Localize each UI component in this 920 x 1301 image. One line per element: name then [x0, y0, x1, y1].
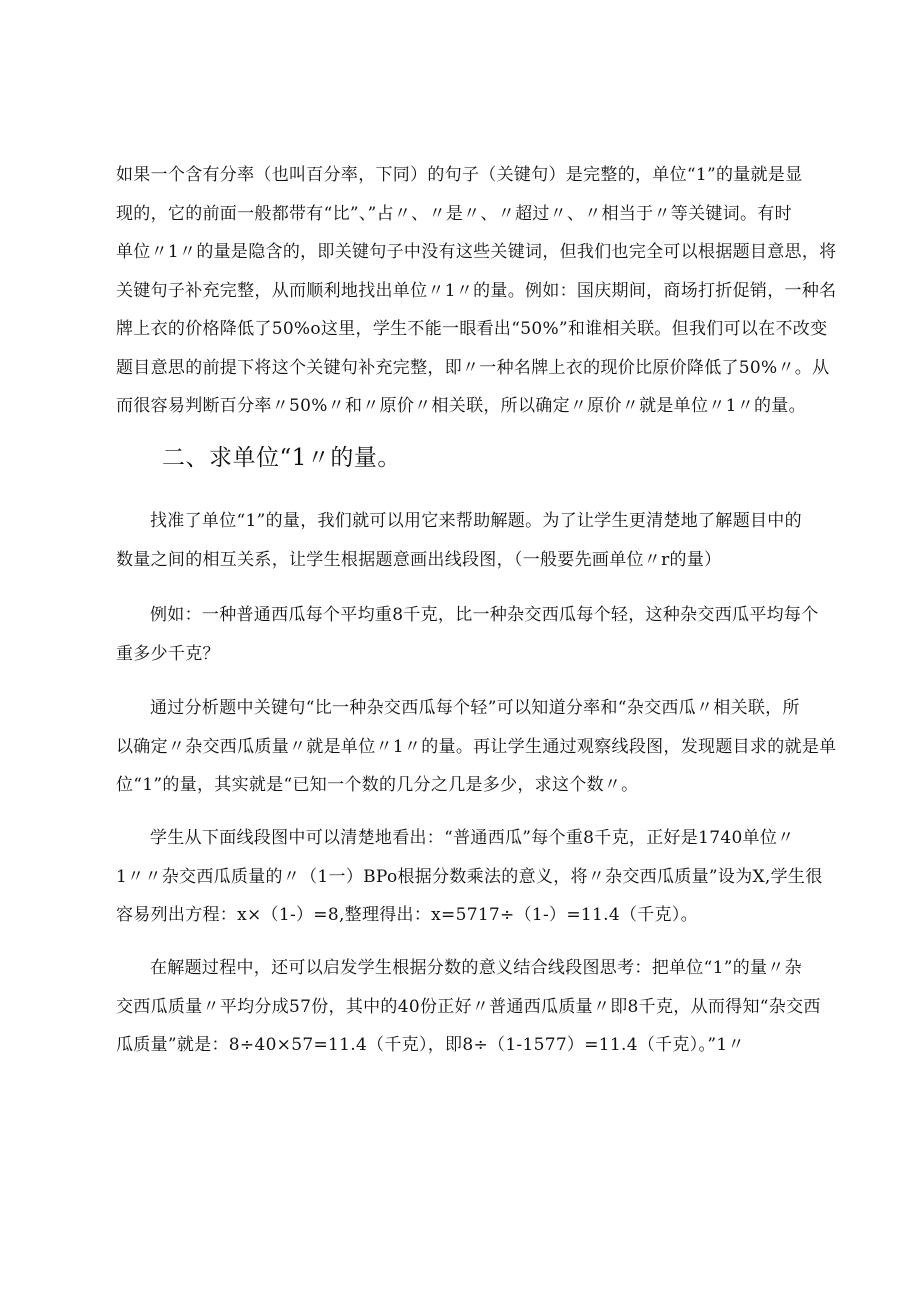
text-line: 而很容易判断百分率〃50%〃和〃原价〃相关联，所以确定〃原价〃就是单位〃1〃的量。 [116, 396, 806, 416]
paragraph-line-diagram [116, 502, 806, 579]
text-line: 例如：一种普通西瓜每个平均重8千克，比一种杂交西瓜每个轻，这种杂交西瓜平均每个 [150, 605, 819, 625]
paragraph-equation [116, 819, 823, 935]
text-line: 交西瓜质量〃平均分成57份，其中的40份正好〃普通西瓜质量〃即8千克，从而得知“杂交西 [116, 996, 821, 1017]
text-line: 学生从下面线段图中可以清楚地看出：“普通西瓜”每个重8千克，正好是1740单位〃 [150, 828, 795, 848]
text-line: 1〃〃杂交西瓜质量的〃（1一）BPo根据分数乘法的意义，将〃杂交西瓜质量”设为X,学生很 [116, 866, 823, 887]
text-line: 以确定〃杂交西瓜质量〃就是单位〃1〃的量。再让学生通过观察线段图，发现题目求的就是单 [116, 736, 837, 757]
paragraph-unit-one-explicit [116, 156, 837, 426]
paragraph-analysis [116, 689, 837, 805]
text-line: 在解题过程中，还可以启发学生根据分数的意义结合线段图思考：把单位“1”的量〃杂 [150, 958, 802, 978]
text-line: 找准了单位“1”的量，我们就可以用它来帮助解题。为了让学生更清楚地了解题目中的 [150, 511, 802, 531]
text-line: 重多少千克？ [116, 643, 220, 664]
text-line: 关键句子补充完整，从而顺利地找出单位〃1〃的量。例如：国庆期间，商场打折促销，一种名 [116, 280, 837, 301]
text-line: 如果一个含有分率（也叫百分率，下同）的句子（关键句）是完整的，单位“1”的量就是显 [116, 165, 803, 185]
text-line: 牌上衣的价格降低了50%o这里，学生不能一眼看出“50%”和谁相关联。但我们可以在不改变 [116, 319, 828, 339]
section-heading: 二、求单位“1〃的量。 [162, 445, 401, 471]
paragraph-example [116, 596, 819, 673]
text-line: 现的，它的前面一般都带有“比”、”占〃、〃是〃、〃超过〃、〃相当于〃等关键词。有时 [116, 203, 792, 224]
text-line: 通过分析题中关键句“比一种杂交西瓜每个轻”可以知道分率和“杂交西瓜〃相关联，所 [150, 698, 800, 718]
text-line: 容易列出方程：x×（1-）=8,整理得出：x=5717÷（1-）=11.4（千克）。 [116, 905, 698, 925]
text-line: 数量之间的相互关系，让学生根据题意画出线段图，（一般要先画单位〃r的量） [116, 549, 722, 570]
paragraph-fraction-meaning [116, 949, 821, 1065]
text-line: 瓜质量”就是：8÷40×57=11.4（千克），即8÷（1-1577）=11.4（千克）。”1〃 [116, 1035, 745, 1055]
text-line: 单位〃1〃的量是隐含的，即关键句子中没有这些关键词，但我们也完全可以根据题目意思，将 [116, 242, 837, 262]
text-line: 位“1”的量，其实就是“已知一个数的几分之几是多少，求这个数〃。 [116, 775, 639, 795]
text-line: 题目意思的前提下将这个关键句补充完整，即〃一种名牌上衣的现价比原价降低了50%〃。从 [116, 357, 830, 378]
